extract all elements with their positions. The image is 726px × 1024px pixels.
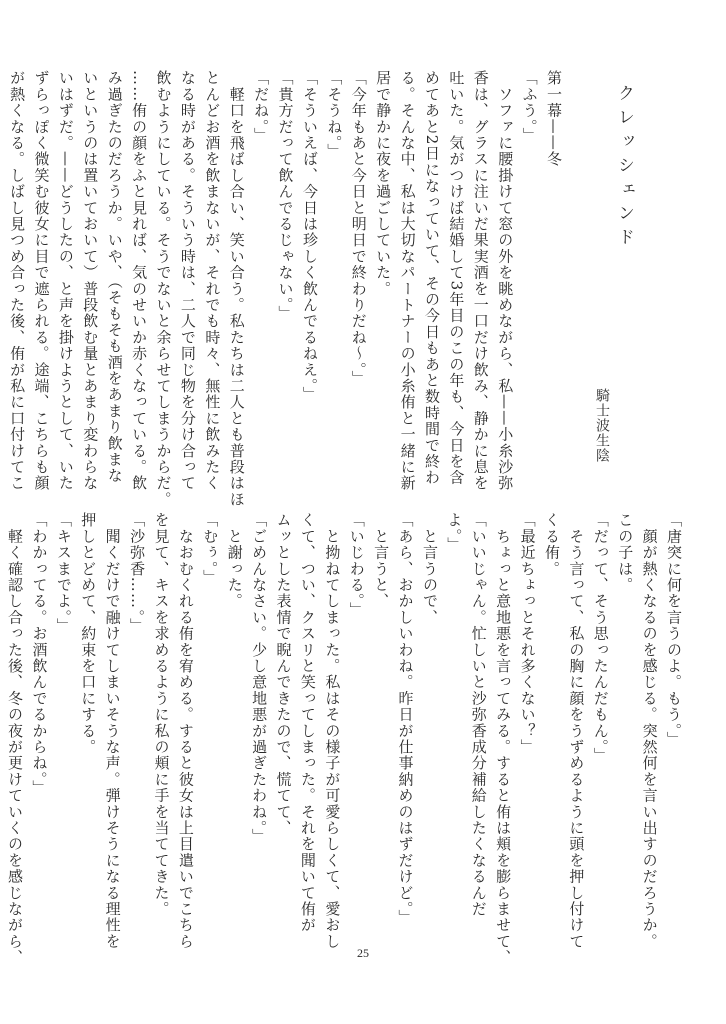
text-line: と言うと、 <box>372 512 391 610</box>
text-line: 押しとどめて、約束を口にする。 <box>79 512 98 755</box>
text-block-top <box>0 70 566 508</box>
text-line: 「ごめんなさい。少し意地悪が過ぎたわね。」 <box>250 512 269 845</box>
text-line: と謝った。 <box>225 512 244 610</box>
text-line: 「最近ちょっとそれ多くない？」 <box>518 512 537 755</box>
text-line: 「いいじゃん。忙しいと沙弥香成分補給したくなるんだ <box>469 512 488 917</box>
text-line: 香は、グラスに注いだ果実酒を一口だけ飲み、静かに息を <box>471 70 490 492</box>
text-line: いというのは置いておいて）普段飲む量とあまり変わらな <box>81 70 100 492</box>
text-line: 「わかってる。お酒飲んでるからね。」 <box>30 512 49 797</box>
text-line: ちょっと意地悪を言ってみる。すると侑は頬を膨らませて、 <box>494 512 513 966</box>
text-line: る。そんな中、私は大切なパートナーの小糸侑と一緒に新 <box>398 70 417 492</box>
text-line: ソファに腰掛けて窓の外を眺めながら、私——小糸沙弥 <box>496 70 515 492</box>
text-line: なる時がある。そういう時は、二人で同じ物を分け合って <box>178 70 197 492</box>
text-line: この子は。 <box>616 512 635 593</box>
text-line: いはずだ。——どうしたの、と声を掛けようとして、いた <box>56 70 75 492</box>
text-line: 第一幕——冬 <box>545 70 563 168</box>
text-line: と拗ねてしまった。私はその様子が可愛らしくて、愛おし <box>323 512 342 950</box>
text-line: 「今年もあと今日と明日で終わりだね〜。」 <box>349 70 368 387</box>
author-name: 騎士波生陰 <box>594 388 610 463</box>
text-line: 吐いた。気がつけば結婚して3年目のこの年も、今日を含 <box>447 70 466 486</box>
text-line: 居で静かに夜を過ごしていた。 <box>374 70 393 297</box>
text-line: とんどお酒を飲まないが、それでも時々、無性に飲みたく <box>203 70 222 492</box>
text-line: ……侑の顔をふと見れば、気のせいか赤くなっている。飲 <box>130 70 149 492</box>
text-line: なおむくれる侑を宥める。すると彼女は上目遣いでこちら <box>176 512 195 950</box>
text-line: くて、つい、クスリと笑ってしまった。それを聞いて侑が <box>298 512 317 934</box>
text-line: 「ふう。」 <box>520 70 539 144</box>
text-line: 聞くだけで融けてしまいそうな声。弾けそうになる理性を <box>103 512 122 950</box>
text-line: と言うので、 <box>420 512 439 626</box>
text-line: 「むぅ。」 <box>201 512 220 586</box>
text-line: 「沙弥香……。」 <box>128 512 147 635</box>
text-line <box>0 70 5 450</box>
text-line: 「だって、そう思ったんだもん。」 <box>591 512 610 764</box>
text-line: み過ぎたのだろうか。いや、（そもそも酒をあまり飲まな <box>105 70 124 484</box>
text-line: ずらっぽく微笑む彼女に目で遮られる。途端、こちらも顔 <box>32 70 51 492</box>
text-line: 「そういえば、今日は珍しく飲んでるねえ。」 <box>300 70 319 403</box>
text-line: よ。」 <box>445 512 464 554</box>
text-line: 「キスまでよ。」 <box>54 512 73 635</box>
text-line: そう言って、私の胸に顔をうずめるように頭を押し付けて <box>567 512 586 950</box>
text-line: が熱くなる。しばし見つめ合った後、侑が私に口付けてこ <box>8 70 27 492</box>
text-line: 軽く確認し合った後、冬の夜が更けていくのを感じながら、 <box>6 512 25 966</box>
text-line: 「そうね。」 <box>325 70 344 160</box>
text-line: ムッとした表情で睨んできたので、慌てて、 <box>274 512 293 836</box>
text-line: 「だね。」 <box>252 70 271 144</box>
text-line: 軽口を飛ばし合い、笑い合う。私たちは二人とも普段はほ <box>227 70 246 508</box>
text-line: めてあと2日になっていて、その今日もあと数時間で終わ <box>422 70 441 486</box>
text-line: 「あら、おかしいわね。昨日が仕事納めのはずだけど。」 <box>396 512 415 926</box>
text-line: 飲むようにしている。そうでないと余らせてしまうからだ。 <box>154 70 173 508</box>
text-line: を見て、キスを求めるように私の頬に手を当ててきた。 <box>152 512 171 917</box>
text-line: 「唐突に何を言うのよ。もう。」 <box>665 512 683 748</box>
text-line: 「貴方だって飲んでるじゃない。」 <box>276 70 295 322</box>
page-number: 25 <box>357 946 369 960</box>
story-title: クレッシェンド <box>614 84 634 252</box>
text-line: 「いじわる。」 <box>347 512 366 618</box>
text-line: くる侑。 <box>542 512 561 577</box>
text-line: 顔が熱くなるのを感じる。突然何を言い出すのだろうか。 <box>640 512 659 950</box>
